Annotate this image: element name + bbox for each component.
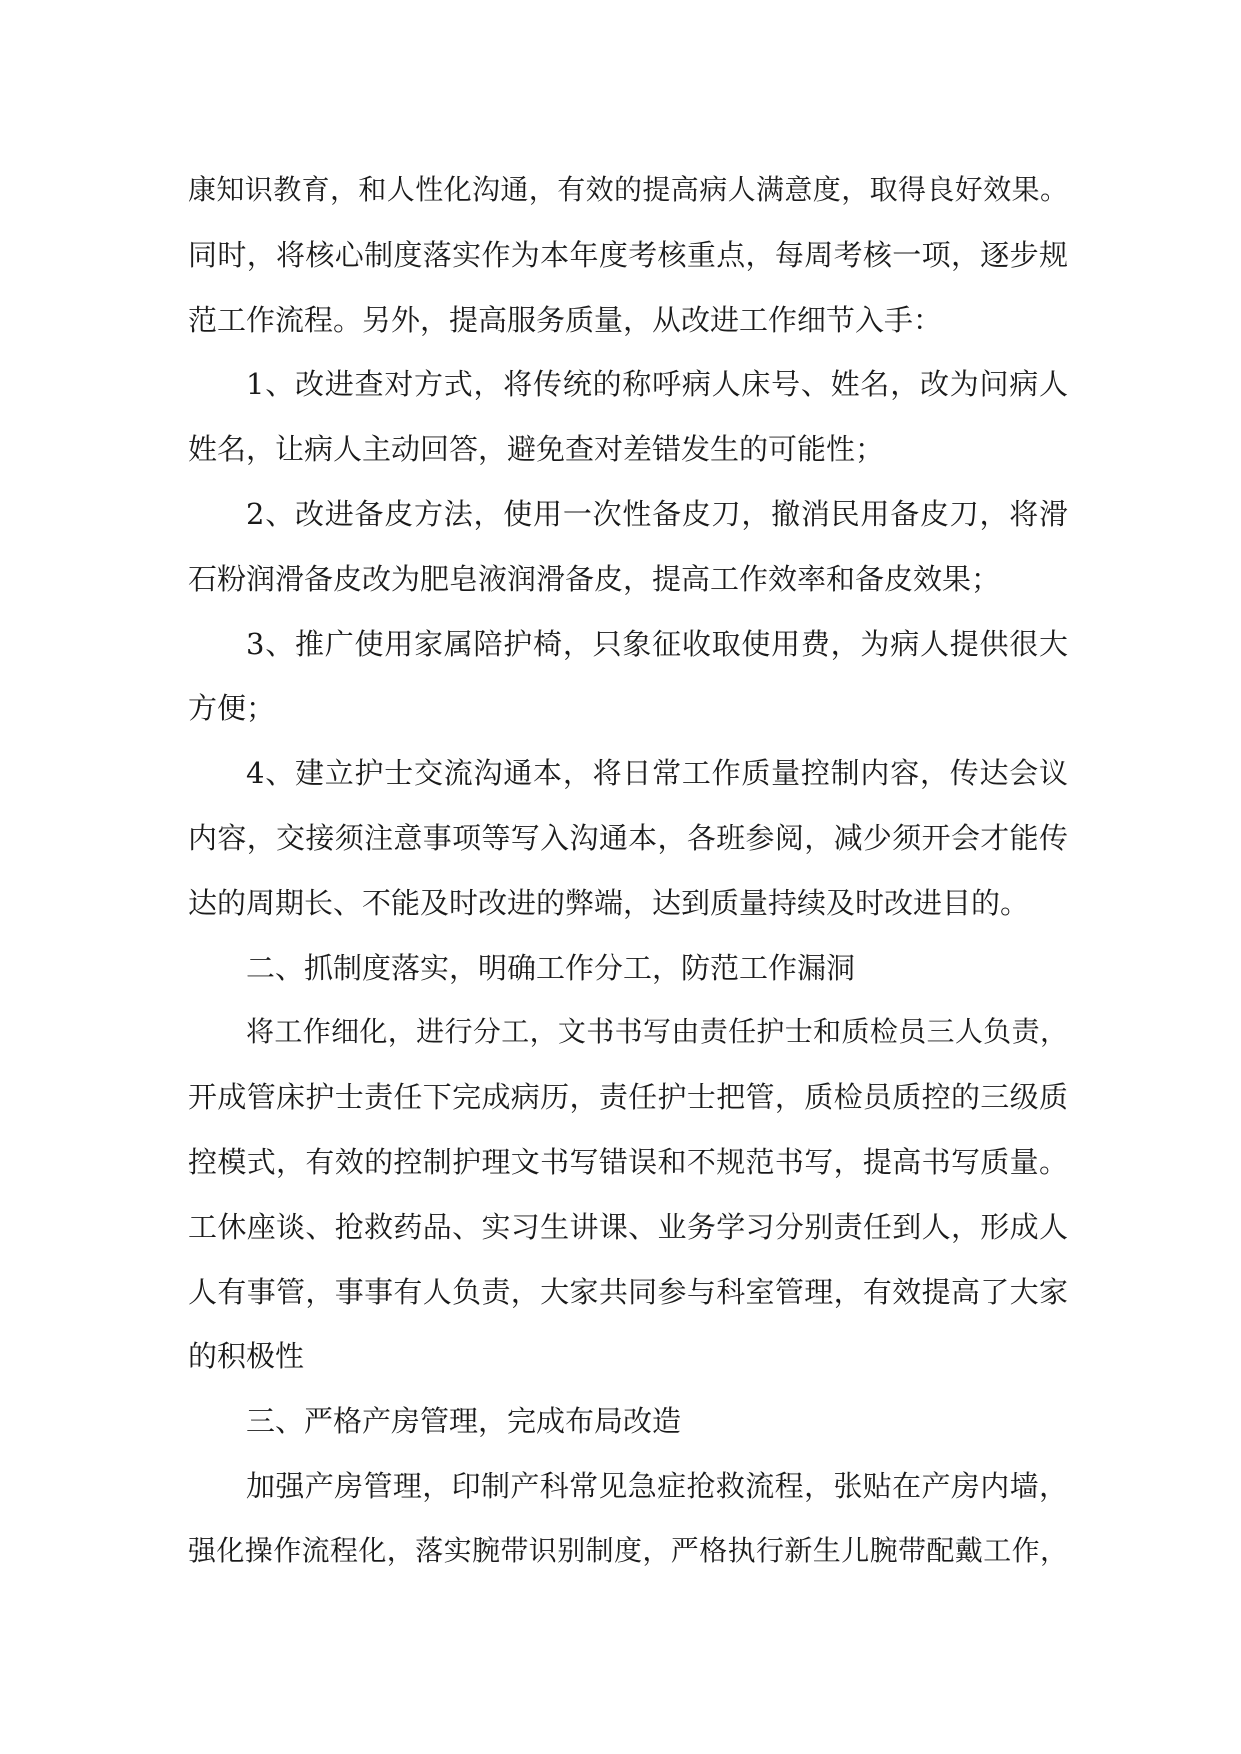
text-line: 4、建立护士交流沟通本，将日常工作质量控制内容，传达会议 [246,756,1068,791]
text-line: 强化操作流程化，落实腕带识别制度，严格执行新生儿腕带配戴工作， [188,1533,1068,1567]
text-line: 达的周期长、不能及时改进的弊端，达到质量持续及时改进目的。 [188,885,1030,920]
text-line: 加强产房管理，印制产科常见急症抢救流程，张贴在产房内墙， [246,1468,1068,1503]
text-line: 三、严格产房管理，完成布局改造 [246,1404,682,1439]
text-line: 方便； [188,691,276,726]
text-line: 将工作细化，进行分工，文书书写由责任护士和质检员三人负责， [246,1015,1068,1049]
text-line: 内容，交接须注意事项等写入沟通本，各班参阅，减少须开会才能传 [188,820,1068,855]
text-line: 同时，将核心制度落实作为本年度考核重点，每周考核一项，逐步规 [188,237,1068,272]
text-line: 开成管床护士责任下完成病历，责任护士把管，质检员质控的三级质 [188,1080,1068,1115]
text-line: 人有事管，事事有人负责，大家共同参与科室管理，有效提高了大家 [188,1274,1068,1309]
text-line: 3、推广使用家属陪护椅，只象征收取使用费，为病人提供很大 [246,626,1068,661]
text-line: 姓名，让病人主动回答，避免查对差错发生的可能性； [188,432,885,467]
text-line: 1、改进查对方式，将传统的称呼病人床号、姓名，改为问病人 [246,367,1068,402]
document-body [188,158,1068,1584]
text-line: 的积极性 [188,1339,305,1374]
text-line: 控模式，有效的控制护理文书写错误和不规范书写，提高书写质量。 [188,1144,1068,1179]
text-line: 二、抓制度落实，明确工作分工，防范工作漏洞 [246,950,856,985]
text-line: 2、改进备皮方法，使用一次性备皮刀，撤消民用备皮刀，将滑 [246,496,1068,531]
text-line: 石粉润滑备皮改为肥皂液润滑备皮，提高工作效率和备皮效果； [188,561,1001,596]
text-line: 康知识教育，和人性化沟通，有效的提高病人满意度，取得良好效果。 [188,173,1068,206]
text-line: 范工作流程。另外，提高服务质量，从改进工作细节入手： [188,302,943,337]
text-line: 工休座谈、抢救药品、实习生讲课、业务学习分别责任到人，形成人 [188,1209,1068,1244]
